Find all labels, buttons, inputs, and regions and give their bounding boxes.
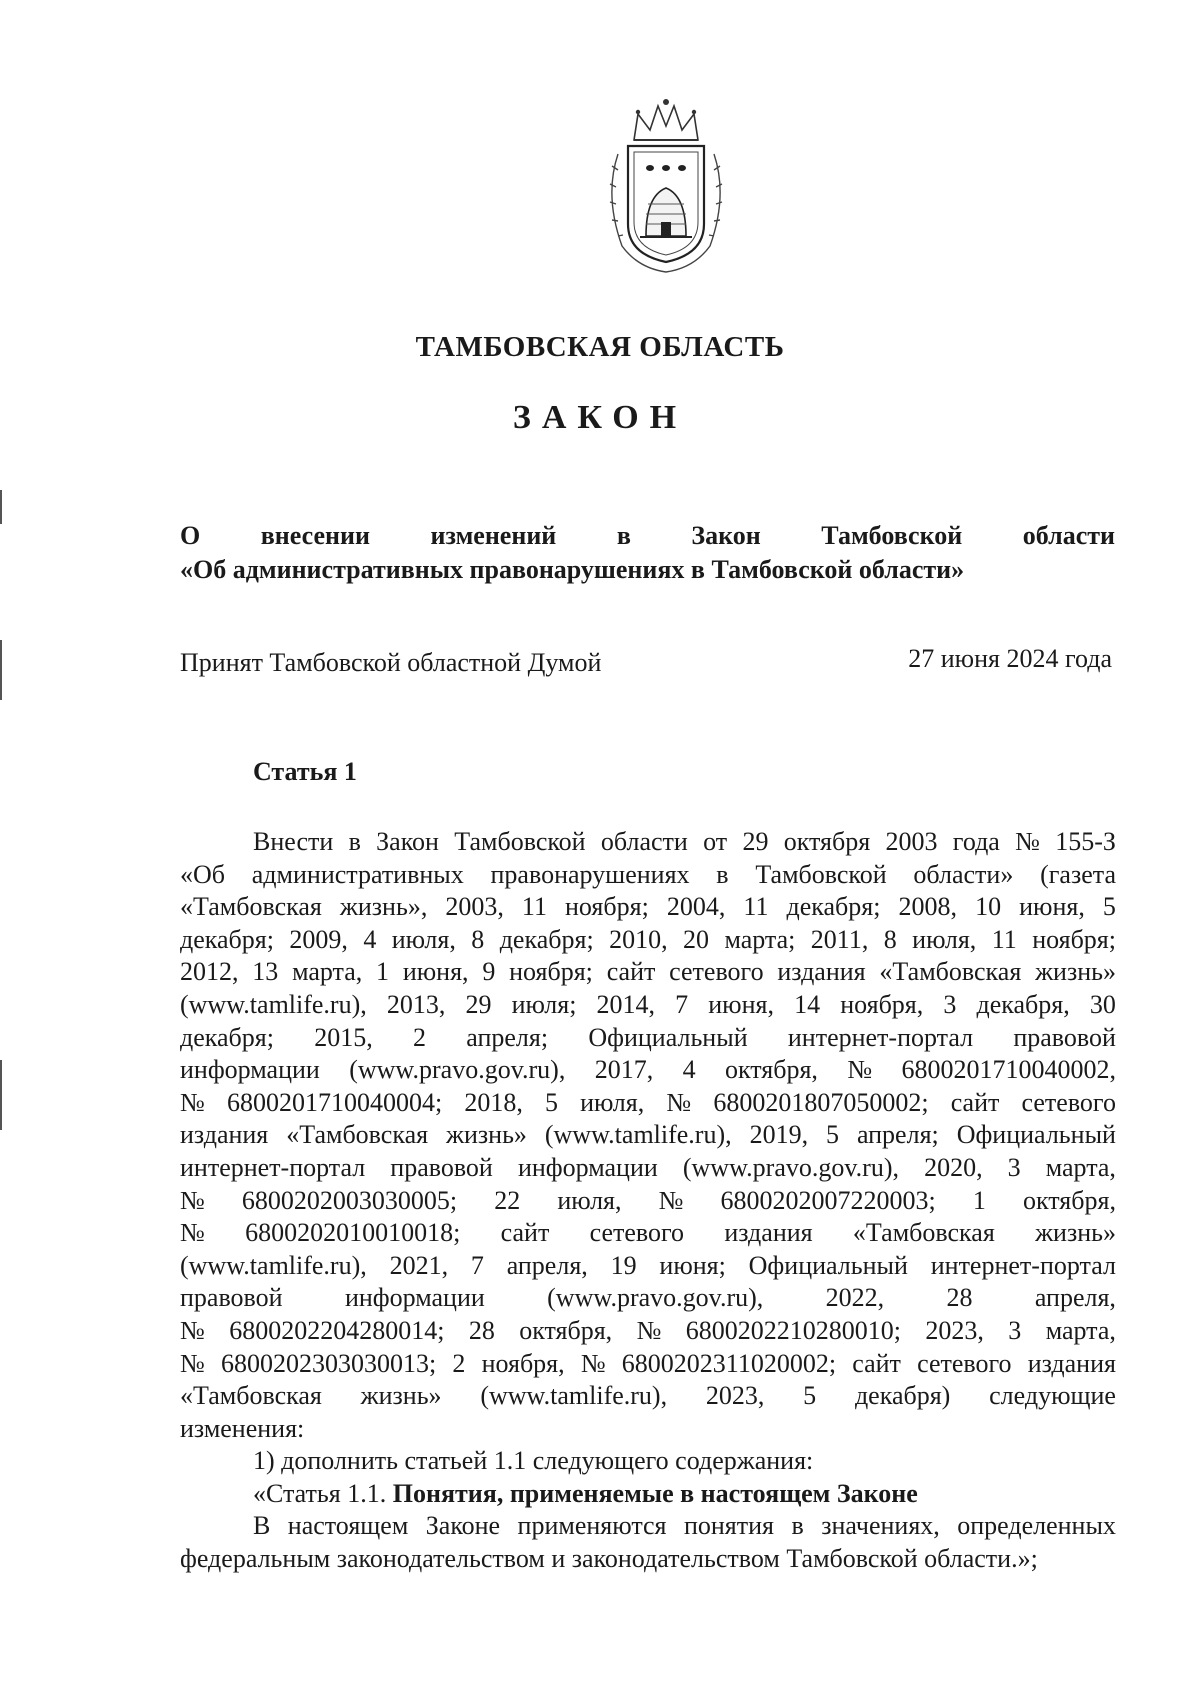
word: жизнь» [446, 1120, 527, 1150]
word: июля, [557, 1185, 622, 1215]
tambov-coat-of-arms-icon [598, 96, 734, 274]
body-line [180, 956, 1116, 989]
word: 9 [482, 957, 496, 987]
word: 19 [610, 1250, 637, 1280]
region-heading: ТАМБОВСКАЯ ОБЛАСТЬ [415, 331, 785, 363]
quoted-article-text-line [180, 1510, 1116, 1543]
word: 155-З [1055, 827, 1116, 856]
word: интернет-портал [180, 1152, 366, 1182]
law-title-word: Закон [691, 521, 761, 550]
adopted-by-text: Принят Тамбовской областной Думой [180, 648, 602, 677]
word: сайт [500, 1218, 550, 1248]
word: декабря; [180, 1022, 274, 1052]
word: 2014, [596, 989, 656, 1019]
word: № [636, 1315, 662, 1345]
body-line [180, 859, 1116, 892]
word: понятия [683, 1511, 774, 1541]
word: июля, [912, 924, 977, 954]
quoted-article-title: Понятия, применяемые в настоящем Законе [392, 1478, 918, 1508]
word: 2015, [314, 1022, 373, 1052]
body-line [180, 1119, 1116, 1152]
law-title-word: внесении [260, 521, 370, 550]
word: июня, [1019, 892, 1085, 922]
word: значениях, [821, 1511, 940, 1541]
word: жизнь» [360, 1381, 442, 1411]
word: «Тамбовская [180, 1381, 322, 1411]
word: Закон [376, 827, 439, 856]
word: области» [913, 859, 1014, 889]
word: (www.pravo.gov.ru), [547, 1283, 764, 1313]
body-line [180, 1022, 1116, 1055]
word: административных [251, 859, 464, 889]
word: «Тамбовская [286, 1120, 429, 1150]
word: правовой [390, 1152, 493, 1182]
word: 20 [683, 924, 710, 954]
word: В [253, 1511, 271, 1541]
word: 2020, [924, 1152, 983, 1182]
body-line [180, 1348, 1116, 1381]
word: 28 [946, 1283, 973, 1313]
word: 2 [452, 1348, 466, 1378]
word: 2011, [810, 924, 869, 954]
word: 8 [471, 924, 485, 954]
article-body [180, 826, 1116, 1576]
word: 6800202003030005; [241, 1185, 458, 1215]
word: ноября; [1032, 924, 1116, 954]
law-title-word: изменений [430, 521, 557, 550]
article-body-paragraph [180, 826, 1116, 1413]
word: июля; [511, 989, 577, 1019]
word: сайт [606, 957, 656, 987]
word: № [580, 1348, 606, 1378]
body-line: изменения: [180, 1413, 305, 1443]
word: 2023, [705, 1381, 765, 1411]
word: марта, [292, 957, 363, 987]
word: года [952, 827, 1000, 856]
word: 3 [943, 989, 957, 1019]
word: № [658, 1185, 684, 1215]
word: ноября; [565, 892, 649, 922]
word: 10 [975, 892, 1002, 922]
word: марта, [1045, 1315, 1116, 1345]
word: 11 [991, 924, 1017, 954]
word: (www.tamlife.ru), [544, 1120, 732, 1150]
word: 29 [742, 827, 769, 856]
word: информации [344, 1283, 485, 1313]
word: апреля; [466, 1022, 549, 1052]
body-line [180, 1152, 1116, 1185]
word: 7 [470, 1250, 484, 1280]
word: № [1015, 827, 1040, 856]
word: № [180, 1218, 205, 1248]
body-line [180, 1315, 1116, 1348]
word: октября, [724, 1055, 818, 1085]
word: области [600, 827, 688, 856]
word: июня, [402, 957, 469, 987]
word: декабря; [180, 924, 274, 954]
word: интернет-портал [930, 1250, 1116, 1280]
word: ноября; [509, 957, 593, 987]
quoted-article-text-line: федеральным законодательством и законодательством Тамбовской области.»; [180, 1544, 1038, 1574]
word: сайт [852, 1348, 901, 1378]
word: Официальный [588, 1022, 748, 1052]
word: 2022, [825, 1283, 885, 1313]
word: 4 [363, 924, 377, 954]
body-line [180, 1054, 1116, 1087]
scan-edge-mark [0, 640, 2, 700]
word: № [666, 1087, 692, 1117]
word: применяются [517, 1511, 667, 1541]
body-line [180, 1250, 1116, 1283]
word: 6800202311020002; [621, 1348, 837, 1378]
word: 2008, [898, 892, 958, 922]
word: 14 [794, 989, 821, 1019]
word: 29 [465, 989, 492, 1019]
word: 22 [494, 1185, 521, 1215]
word: (www.pravo.gov.ru), [349, 1055, 566, 1085]
law-title-line-1 [180, 519, 1115, 553]
word: правовой [180, 1283, 283, 1313]
word: апреля, [1034, 1283, 1116, 1313]
word: № [180, 1185, 205, 1215]
word: настоящем [287, 1511, 409, 1541]
law-title-line-2: «Об административных правонарушениях в Тамбовской области» [180, 555, 965, 584]
word: «Тамбовская [180, 892, 322, 922]
word: октября, [1022, 1185, 1116, 1215]
word: декабря; [499, 924, 594, 954]
word: (www.tamlife.ru), [480, 1381, 668, 1411]
word: издания [1027, 1348, 1116, 1378]
word: 6800202210280010; [685, 1315, 902, 1345]
word: 6800202303030013; [220, 1348, 437, 1378]
word: «Тамбовская [852, 1218, 995, 1248]
word: (газета [1040, 859, 1116, 889]
body-line [180, 989, 1116, 1022]
word: жизнь» [1035, 957, 1116, 987]
word: 6800201710040002, [901, 1055, 1116, 1085]
word: следующие [989, 1381, 1116, 1411]
word: правовой [1013, 1022, 1116, 1052]
word: «Тамбовская [879, 957, 1022, 987]
word: Официальный [956, 1120, 1116, 1150]
word: № [180, 1087, 205, 1117]
word: 6800201807050002; [713, 1087, 929, 1117]
word: в [791, 1511, 804, 1541]
word: Тамбовской [755, 859, 887, 889]
word: 11 [743, 892, 769, 922]
word: июня; [659, 1250, 726, 1280]
word: информации [180, 1055, 320, 1085]
document-type-heading: ЗАКОН [512, 399, 688, 436]
word: 6800202010010018; [245, 1218, 461, 1248]
word: марта; [724, 924, 796, 954]
body-line [180, 1185, 1116, 1218]
word: ноября, [481, 1348, 565, 1378]
law-title-word: в [616, 521, 631, 550]
scan-edge-mark [0, 490, 2, 524]
word: 1 [376, 957, 390, 987]
word: октября [783, 827, 871, 856]
word: 3 [1008, 1315, 1022, 1345]
word: жизнь» [1035, 1218, 1116, 1248]
word: в [716, 859, 729, 889]
word: 5 [544, 1087, 558, 1117]
word: Официальный [748, 1250, 908, 1280]
word: марта, [1045, 1152, 1116, 1182]
word: апреля; [856, 1120, 939, 1150]
body-line [180, 1380, 1116, 1413]
word: 2018, [464, 1087, 523, 1117]
quoted-article-number: «Статья 1.1. [253, 1478, 387, 1508]
word: 11 [521, 892, 547, 922]
word: 5 [803, 1381, 817, 1411]
body-line [180, 1282, 1116, 1315]
word: 7 [675, 989, 689, 1019]
word: 2 [413, 1022, 426, 1052]
article-heading: Статья 1 [253, 757, 357, 786]
word: информации [517, 1152, 658, 1182]
word: № [180, 1348, 205, 1378]
word: 13 [252, 957, 279, 987]
word: определенных [957, 1511, 1116, 1541]
law-title-word: области [1022, 521, 1115, 550]
word: жизнь», [339, 892, 428, 922]
word: 6800202007220003; [720, 1185, 936, 1215]
word: апреля, [506, 1250, 588, 1280]
word: (www.tamlife.ru), [180, 989, 367, 1019]
body-line [180, 1217, 1116, 1250]
word: декабря; [786, 892, 881, 922]
word: 4 [682, 1055, 696, 1085]
word: июня, [708, 989, 774, 1019]
law-title [180, 519, 1115, 587]
quoted-article-heading [180, 1478, 1116, 1511]
word: 2023, [925, 1315, 984, 1345]
word: 2013, [386, 989, 446, 1019]
word: 2021, [389, 1250, 449, 1280]
word: 2004, [666, 892, 726, 922]
word: 3 [1007, 1152, 1021, 1182]
word: (www.pravo.gov.ru), [682, 1152, 899, 1182]
word: 5 [1102, 892, 1116, 922]
word: ноября, [840, 989, 924, 1019]
word: 2003, [445, 892, 504, 922]
word: № [847, 1055, 873, 1085]
word: 1 [972, 1185, 986, 1215]
word: 8 [883, 924, 897, 954]
word: июля, [580, 1087, 645, 1117]
body-line [180, 891, 1116, 924]
word: сетевого [669, 957, 764, 987]
word: в [348, 827, 361, 856]
word: правонарушениях [490, 859, 690, 889]
word: сетевого [1021, 1087, 1116, 1117]
body-line [180, 1087, 1116, 1120]
scan-edge-mark [0, 1060, 2, 1130]
word: интернет-портал [787, 1022, 974, 1052]
word: № [180, 1315, 205, 1345]
word: 2017, [594, 1055, 654, 1085]
body-line [180, 826, 1116, 859]
law-title-word: О [180, 521, 201, 550]
word: «Об [180, 859, 226, 889]
word: издания [777, 957, 866, 987]
word: 28 [468, 1315, 495, 1345]
word: сетевого [917, 1348, 1012, 1378]
word: Законе [425, 1511, 501, 1541]
word: 2003 [885, 827, 938, 856]
word: октября, [519, 1315, 613, 1345]
word: декабря) [854, 1381, 951, 1411]
law-title-word: Тамбовской [821, 521, 963, 550]
word: 30 [1089, 989, 1116, 1019]
word: издания [724, 1218, 813, 1248]
word: декабря, [976, 989, 1070, 1019]
word: 2010, [609, 924, 668, 954]
word: 2012, [180, 957, 239, 987]
word: сайт [950, 1087, 1000, 1117]
word: сетевого [589, 1218, 685, 1248]
word: Тамбовской [454, 827, 586, 856]
amendment-item: 1) дополнить статьей 1.1 следующего содержания: [253, 1446, 814, 1476]
word: 2019, [749, 1120, 809, 1150]
adopted-date-text: 27 июня 2024 года [908, 644, 1112, 673]
word: 6800201710040004; [226, 1087, 443, 1117]
word: от [703, 827, 728, 856]
word: июля, [391, 924, 456, 954]
word: 2009, [289, 924, 348, 954]
word: 5 [826, 1120, 839, 1150]
word: издания [180, 1120, 269, 1150]
word: Внести [253, 827, 334, 856]
body-line [180, 924, 1116, 957]
word: (www.tamlife.ru), [180, 1250, 367, 1280]
word: 6800202204280014; [229, 1315, 445, 1345]
